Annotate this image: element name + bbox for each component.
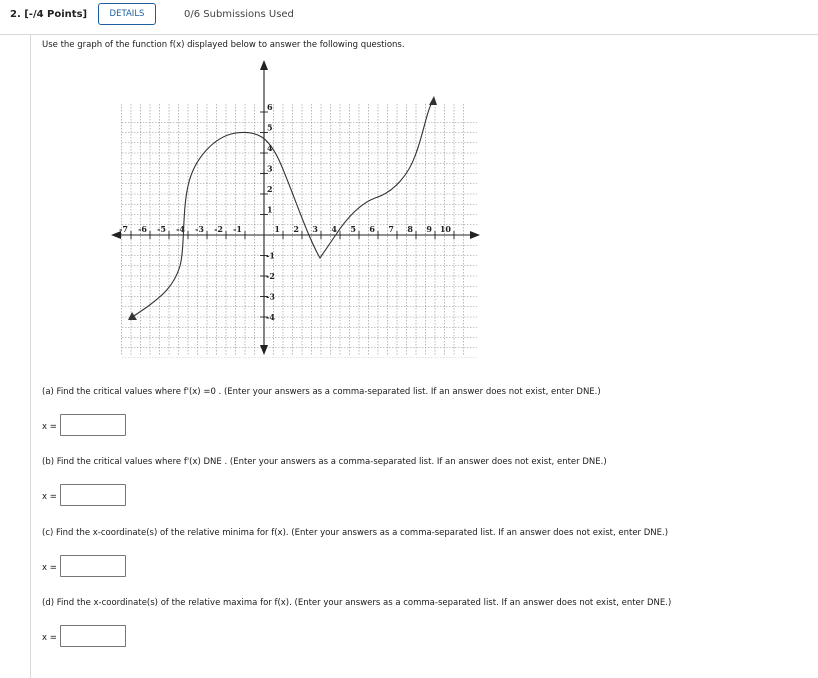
- x-tick-label: -1: [233, 224, 242, 234]
- question-b-text: (b) Find the critical values where f'(x) DNE . (Enter your answers as a comma-separated list. If an answer does not exist, enter DNE.): [42, 457, 607, 467]
- question-a-answer-input[interactable]: [60, 414, 126, 436]
- y-tick-label: -4: [266, 312, 275, 322]
- question-d-x-label: x =: [42, 633, 57, 643]
- y-tick-label: -2: [266, 271, 275, 281]
- x-tick-label: -3: [195, 224, 204, 234]
- graph-grid: [122, 104, 478, 358]
- x-tick-label: 6: [369, 224, 375, 234]
- x-axis-arrow-right-icon: [470, 231, 480, 239]
- question-header: [0, 0, 818, 35]
- details-button[interactable]: DETAILS: [98, 3, 156, 25]
- submissions-count: 0/6 Submissions Used: [184, 9, 294, 20]
- question-b-answer-input[interactable]: [60, 484, 126, 506]
- y-tick-label: 1: [267, 204, 273, 215]
- question-c-x-label: x =: [42, 563, 57, 573]
- question-content: [30, 34, 818, 678]
- x-tick-label: -5: [157, 224, 166, 234]
- y-tick-label: -3: [266, 291, 275, 302]
- question-a-text: (a) Find the critical values where f'(x) =0 . (Enter your answers as a comma-separated list. If an answer does not exist, enter DNE.): [42, 387, 601, 397]
- function-graph: [110, 58, 485, 358]
- y-axis-arrow-down-icon: [260, 345, 268, 355]
- y-tick-label: 6: [267, 102, 273, 112]
- x-tick-label: 9: [426, 224, 432, 234]
- graph-axes: [111, 60, 480, 355]
- question-c-answer-input[interactable]: [60, 555, 126, 577]
- question-points: 2. [-/4 Points]: [10, 9, 88, 20]
- x-tick-label: -6: [138, 224, 147, 234]
- x-tick-label: -7: [119, 224, 128, 234]
- x-tick-label: 1: [274, 224, 280, 234]
- question-b-x-label: x =: [42, 492, 57, 502]
- y-tick-label: 4: [267, 143, 273, 153]
- x-tick-label: -4: [176, 224, 185, 234]
- y-tick-label: 2: [267, 184, 273, 194]
- question-d-text: (d) Find the x-coordinate(s) of the relative maxima for f(x). (Enter your answers as a comma-separated list. If an answer does not exist, enter DNE.): [42, 598, 672, 608]
- y-tick-label: 5: [267, 122, 273, 133]
- y-tick-label: -1: [266, 250, 275, 261]
- question-a-x-label: x =: [42, 422, 57, 432]
- x-tick-label: 5: [350, 224, 356, 234]
- question-d-answer-input[interactable]: [60, 625, 126, 647]
- y-tick-label: 3: [267, 163, 273, 174]
- x-tick-label: 4: [331, 224, 337, 234]
- y-tick-labels: [266, 102, 275, 322]
- curve-arrow-left-icon: [128, 312, 137, 320]
- y-axis-arrow-up-icon: [260, 60, 268, 70]
- x-tick-label: 8: [407, 224, 413, 234]
- curve-arrow-right-icon: [429, 96, 437, 105]
- x-tick-label: 2: [293, 224, 299, 234]
- x-tick-label: 10: [439, 224, 451, 234]
- question-intro: Use the graph of the function f(x) displayed below to answer the following questions.: [42, 40, 405, 50]
- x-tick-label: 7: [388, 224, 394, 234]
- x-tick-label: -2: [214, 224, 223, 234]
- x-tick-label: 3: [312, 224, 318, 234]
- question-c-text: (c) Find the x-coordinate(s) of the relative minima for f(x). (Enter your answers as a comma-separated list. If an answer does not exist, enter DNE.): [42, 528, 669, 538]
